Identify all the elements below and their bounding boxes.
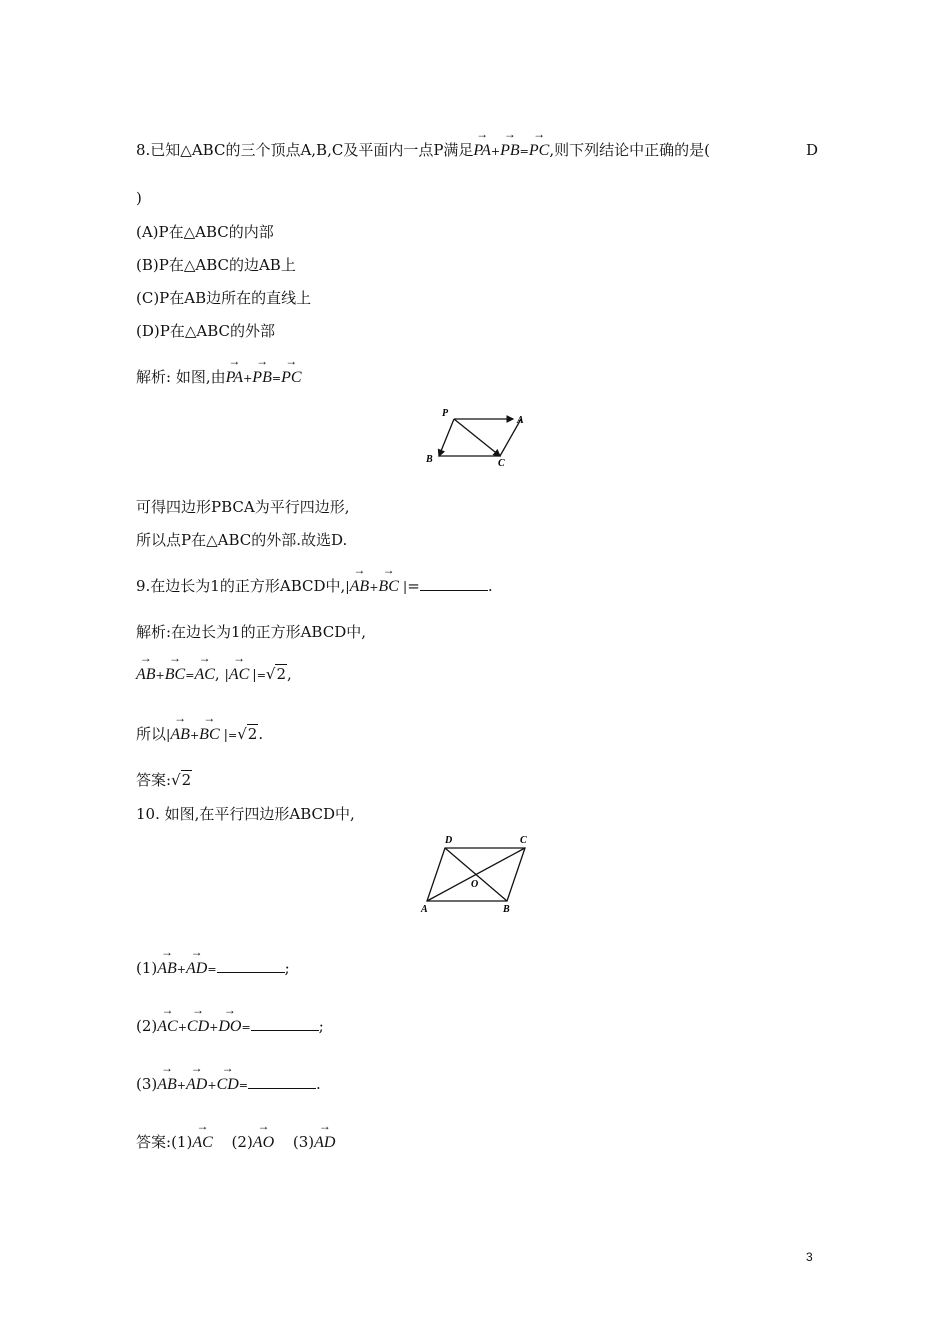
sqrt-two	[237, 724, 258, 743]
q8-option-d: (D)P在△ABC的外部	[136, 322, 275, 340]
semicolon: ;	[318, 1017, 324, 1035]
sqrt-symbol: √	[237, 725, 247, 743]
q8-stem-text: 8.已知△ABC的三个顶点A,B,C及平面内一点P满足	[136, 141, 474, 159]
label-d: D	[445, 835, 453, 846]
vector-pb: → PB	[252, 368, 272, 388]
q9-answer	[136, 770, 192, 790]
plus-sign: +	[176, 1079, 187, 1092]
q10-stem: 10. 如图,在平行四边形ABCD中,	[136, 805, 355, 823]
q9-analysis-eq	[136, 664, 292, 686]
vector-ab: → AB	[157, 1075, 177, 1095]
q8-conclusion-2: 所以点P在△ABC的外部.故选D.	[136, 531, 348, 549]
sqrt-symbol: √	[171, 771, 181, 789]
equals-sign: =	[271, 372, 282, 385]
vector-ad: → AD	[186, 959, 207, 979]
vector-ab: → AB	[170, 725, 190, 745]
q9-analysis-head: 解析:在边长为1的正方形ABCD中,	[136, 623, 367, 641]
vector-ac: → AC	[192, 1133, 212, 1153]
vector-pa: → PA	[226, 368, 243, 388]
sqrt-two	[266, 664, 287, 683]
item-number: (3)	[136, 1075, 158, 1093]
so-label: 所以	[136, 725, 167, 743]
q9-stem	[136, 576, 493, 598]
abs-bar: |	[224, 668, 229, 683]
abs-bar: |	[402, 580, 408, 595]
vector-bc: → BC	[378, 577, 398, 597]
q9-so	[136, 724, 263, 746]
equals-sign: =	[207, 963, 217, 976]
q8-option-b: (B)P在△ABC的边AB上	[136, 256, 296, 274]
answer-number: (2)	[231, 1133, 253, 1151]
vector-pc: → PC	[529, 141, 549, 161]
answer-blank	[420, 576, 488, 591]
vector-ad: → AD	[186, 1075, 207, 1095]
comma: ,	[287, 665, 292, 683]
vector-bc: → BC	[199, 725, 219, 745]
equals-sign: =	[241, 1021, 251, 1034]
answer-label: 答案:	[136, 1133, 172, 1151]
sqrt-symbol: √	[265, 665, 276, 683]
label-a: A	[517, 415, 524, 426]
vector-ac: → AC	[194, 665, 214, 685]
answer-blank	[217, 958, 285, 973]
label-o: O	[471, 879, 479, 890]
comma: ,	[214, 665, 220, 683]
equals-sign: =	[256, 669, 266, 682]
plus-sign: +	[243, 372, 253, 385]
sqrt-two	[171, 770, 192, 789]
plus-sign: +	[209, 1021, 219, 1034]
vector-pb-line	[439, 419, 454, 456]
page-number: 3	[806, 1250, 813, 1264]
period: .	[487, 577, 493, 595]
plus-sign: +	[490, 145, 501, 158]
semicolon: ;	[284, 959, 290, 977]
q8-stem-tail: ,则下列结论中正确的是(	[549, 141, 710, 159]
plus-sign: +	[176, 963, 187, 976]
answer-number: (1)	[171, 1133, 193, 1151]
q8-option-a: (A)P在△ABC的内部	[136, 223, 274, 241]
label-p: P	[442, 408, 449, 419]
vector-cd: → CD	[187, 1017, 209, 1037]
plus-sign: +	[207, 1079, 217, 1092]
vector-ab: → AB	[157, 959, 177, 979]
vector-ao: → AO	[253, 1133, 274, 1153]
parallelogram-abcd-figure	[415, 832, 535, 917]
abs-bar: |	[223, 728, 229, 743]
vector-do: → DO	[218, 1017, 241, 1037]
period: .	[258, 725, 264, 743]
label-b: B	[426, 454, 433, 465]
diagonal-bd	[445, 848, 507, 901]
equals-sign: =	[228, 729, 238, 742]
answer-blank	[251, 1016, 319, 1031]
vector-pa: → PA	[473, 141, 490, 161]
plus-sign: +	[189, 729, 200, 742]
q10-item-1	[136, 958, 290, 980]
q10-answers	[136, 1132, 335, 1153]
q8-option-c: (C)P在AB边所在的直线上	[136, 289, 312, 307]
vector-ab: → AB	[350, 577, 370, 597]
q10-item-2	[136, 1016, 324, 1038]
q8-stem	[136, 140, 710, 162]
label-a: A	[421, 904, 428, 915]
vector-ac: → AC	[229, 665, 249, 685]
vector-ab: → AB	[136, 665, 156, 685]
period: .	[316, 1075, 321, 1093]
vector-cd: → CD	[217, 1075, 239, 1095]
q8-close-paren: )	[136, 189, 142, 207]
label-b: B	[503, 904, 510, 915]
sqrt-value: 2	[247, 725, 258, 743]
answer-blank	[248, 1074, 316, 1089]
analysis-label: 解析: 如图,由	[136, 368, 226, 386]
q8-analysis	[136, 367, 302, 389]
abs-bar: |	[345, 580, 350, 595]
sqrt-value: 2	[181, 771, 192, 789]
vector-bc: → BC	[165, 665, 185, 685]
equals-sign: =	[519, 145, 529, 158]
plus-sign: +	[177, 1021, 187, 1034]
parallelogram-pbca-figure	[420, 402, 535, 472]
plus-sign: +	[369, 581, 379, 594]
q10-item-3	[136, 1074, 321, 1096]
vector-pc-line	[454, 419, 500, 456]
q8-conclusion-1: 可得四边形PBCA为平行四边形,	[136, 498, 350, 516]
item-number: (2)	[136, 1017, 158, 1035]
label-c: C	[498, 458, 505, 469]
equals-sign: =	[407, 577, 420, 595]
q9-stem-text: 9.在边长为1的正方形ABCD中,	[136, 577, 346, 595]
sqrt-value: 2	[276, 665, 287, 683]
q8-answer-letter: D	[806, 141, 819, 159]
abs-bar: |	[166, 728, 171, 743]
abs-bar: |	[252, 668, 257, 683]
vector-pc: → PC	[281, 368, 301, 388]
answer-label: 答案:	[136, 771, 172, 789]
label-c: C	[520, 835, 527, 846]
item-number: (1)	[136, 959, 158, 977]
plus-sign: +	[155, 669, 165, 682]
vector-ad: → AD	[314, 1133, 335, 1153]
vector-pb: → PB	[500, 141, 520, 161]
answer-number: (3)	[292, 1133, 315, 1151]
equals-sign: =	[238, 1079, 249, 1092]
equals-sign: =	[185, 669, 195, 682]
vector-ac: → AC	[157, 1017, 177, 1037]
